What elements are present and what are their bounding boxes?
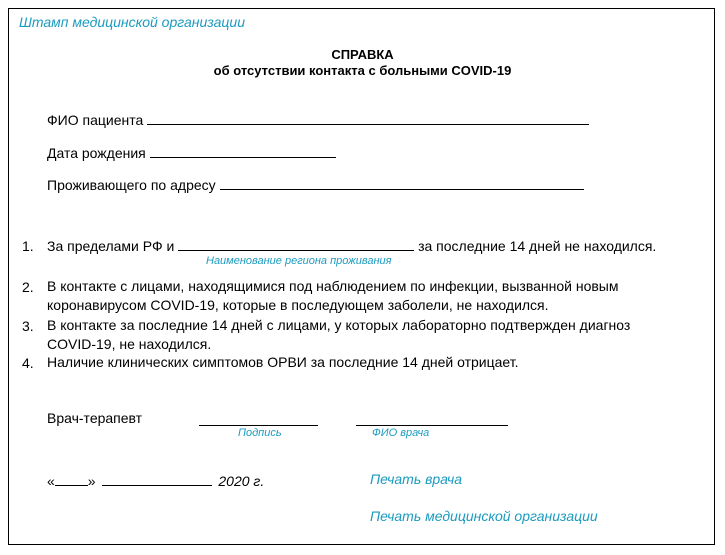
- field-fio: [47, 110, 589, 128]
- document-title: СПРАВКА: [331, 47, 394, 62]
- signature-line[interactable]: [199, 424, 318, 426]
- item-1-before: За пределами РФ и: [47, 238, 175, 254]
- date-year: 2020 г.: [218, 473, 265, 489]
- doctor-role: Врач-терапевт: [47, 410, 143, 426]
- item-4-line1: Наличие клинических симптомов ОРВИ за последние 14 дней отрицает.: [47, 354, 519, 370]
- field-fio-label: ФИО пациента: [47, 112, 144, 128]
- item-3-number: 3.: [22, 318, 34, 334]
- date-month-line[interactable]: [102, 471, 212, 486]
- doctor-name-line[interactable]: [356, 424, 508, 426]
- stamp-label: Штамп медицинской организации: [19, 14, 245, 30]
- item-3-line1: В контакте за последние 14 дней с лицами, у которых лабораторно подтвержден диагноз: [47, 317, 631, 333]
- document-subtitle: об отсутствии контакта с больными COVID-19: [213, 63, 512, 78]
- date-open-quote: «: [47, 473, 55, 489]
- date-day-line[interactable]: [55, 471, 88, 486]
- item-1: [47, 236, 656, 256]
- region-hint: Наименование региона проживания: [206, 255, 392, 267]
- date-row: [47, 471, 264, 489]
- region-line[interactable]: [178, 236, 414, 251]
- field-dob-label: Дата рождения: [47, 145, 146, 161]
- item-3-line2: COVID-19, не находился.: [47, 336, 212, 352]
- field-fio-line[interactable]: [147, 110, 589, 125]
- signature-hint: Подпись: [238, 427, 282, 439]
- organization-seal: Печать медицинской организации: [370, 508, 598, 524]
- doctor-name-hint: ФИО врача: [372, 427, 430, 439]
- field-address-label: Проживающего по адресу: [47, 177, 216, 193]
- item-1-number: 1.: [22, 238, 34, 254]
- doctor-seal: Печать врача: [370, 471, 463, 487]
- item-2-line1: В контакте с лицами, находящимися под наблюдением по инфекции, вызванной новым: [47, 278, 619, 294]
- item-2-line2: коронавирусом COVID-19, которые в последующем заболели, не находился.: [47, 297, 549, 313]
- field-dob: [47, 143, 336, 161]
- date-close-quote: »: [87, 473, 96, 489]
- field-dob-line[interactable]: [150, 143, 336, 158]
- field-address-line[interactable]: [220, 175, 584, 190]
- field-address: [47, 175, 584, 193]
- item-2-number: 2.: [22, 279, 34, 295]
- item-1-after: за последние 14 дней не находился.: [418, 238, 657, 254]
- item-4-number: 4.: [22, 355, 34, 371]
